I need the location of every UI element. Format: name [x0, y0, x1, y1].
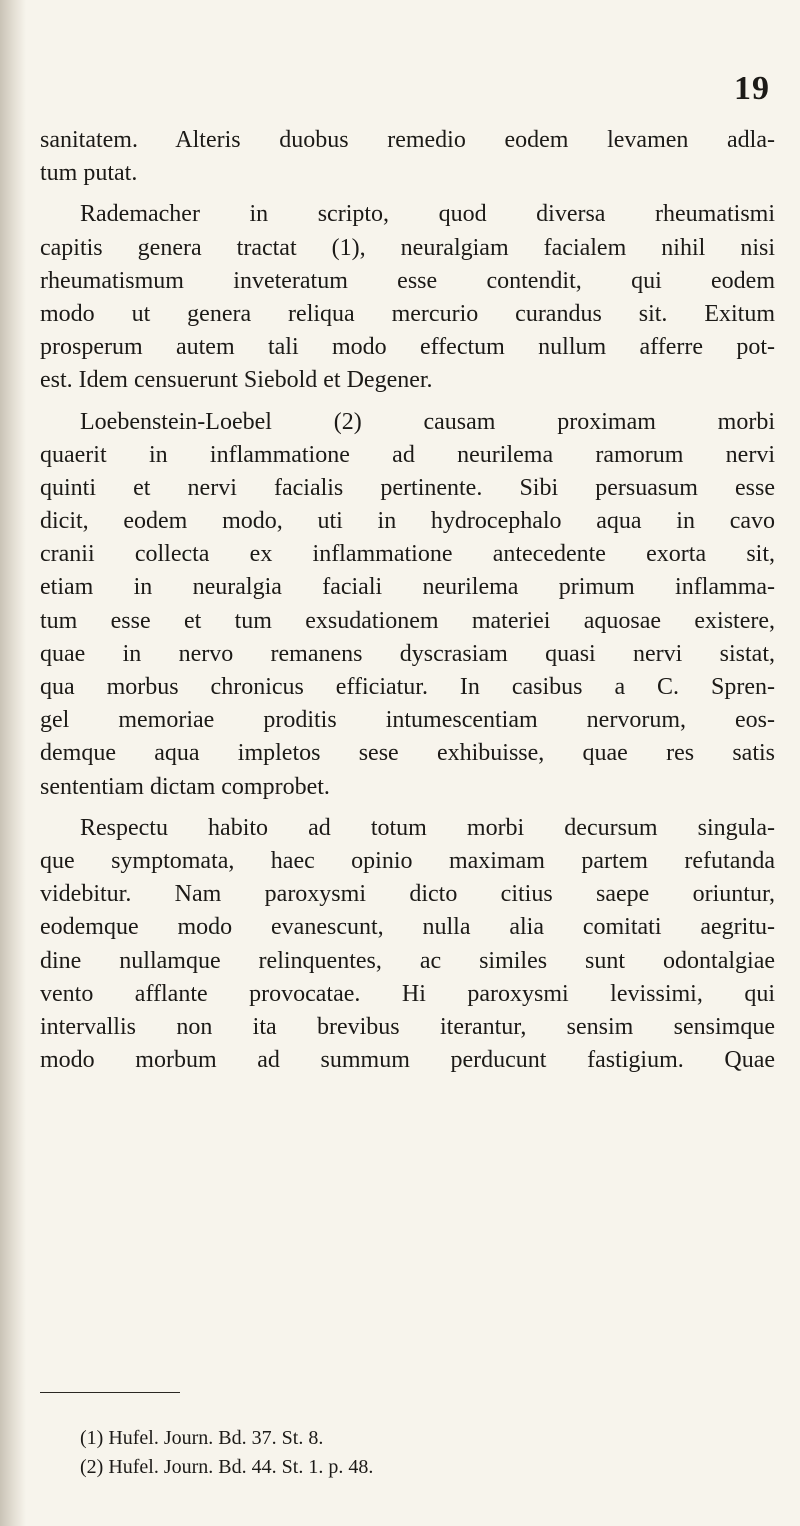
- text-line: Respectu habito ad totum morbi decursum singula-: [80, 814, 775, 841]
- text-line: tum putat.: [40, 160, 138, 187]
- text-line: Rademacher in scripto, quod diversa rheumatismi: [80, 201, 775, 228]
- text-line: eodemque modo evanescunt, nulla alia comitati aegritu-: [40, 914, 775, 941]
- text-line: rheumatismum inveteratum esse contendit, qui eodem: [40, 267, 775, 294]
- text-line: sententiam dictam comprobet.: [40, 773, 330, 800]
- text-line: tum esse et tum exsudationem materiei aquosae existere,: [40, 607, 775, 634]
- footnote-1: (1) Hufel. Journ. Bd. 37. St. 8.: [80, 1427, 324, 1449]
- text-line: prosperum autem tali modo effectum nullum afferre pot-: [40, 334, 775, 361]
- text-line: cranii collecta ex inflammatione antecedente exorta sit,: [40, 541, 775, 568]
- text-line: sanitatem. Alteris duobus remedio eodem levamen adla-: [40, 127, 775, 153]
- page-gutter-shadow: [0, 0, 26, 1526]
- text-line: demque aqua impletos sese exhibuisse, quae res satis: [40, 740, 775, 767]
- text-line: vento afflante provocatae. Hi paroxysmi levissimi, qui: [40, 980, 775, 1007]
- paragraph-2: [40, 198, 775, 397]
- text-line: que symptomata, haec opinio maximam partem refutanda: [40, 847, 775, 874]
- footnotes: [80, 1424, 720, 1482]
- footnote-2: (2) Hufel. Journ. Bd. 44. St. 1. p. 48.: [80, 1456, 374, 1478]
- paragraph-3: [40, 406, 775, 804]
- text-line: modo ut genera reliqua mercurio curandus sit. Exitum: [40, 300, 775, 327]
- text-line: modo morbum ad summum perducunt fastigium. Quae: [40, 1047, 775, 1074]
- paragraph-1: [40, 124, 775, 190]
- text-line: est. Idem censuerunt Siebold et Degener.: [40, 367, 433, 394]
- text-line: quaerit in inflammatione ad neurilema ramorum nervi: [40, 441, 775, 468]
- text-line: quae in nervo remanens dyscrasiam quasi nervi sistat,: [40, 640, 775, 667]
- text-line: videbitur. Nam paroxysmi dicto citius saepe oriuntur,: [40, 881, 775, 908]
- text-line: quinti et nervi facialis pertinente. Sibi persuasum esse: [40, 474, 775, 501]
- text-line: etiam in neuralgia faciali neurilema primum inflamma-: [40, 574, 775, 601]
- paragraph-4: [40, 812, 775, 1078]
- text-line: dicit, eodem modo, uti in hydrocephalo aqua in cavo: [40, 508, 775, 535]
- text-line: gel memoriae proditis intumescentiam nervorum, eos-: [40, 707, 775, 734]
- text-line: qua morbus chronicus efficiatur. In casibus a C. Spren-: [40, 674, 775, 700]
- page-number: 19: [734, 70, 770, 107]
- text-line: intervallis non ita brevibus iterantur, sensim sensimque: [40, 1013, 775, 1040]
- text-line: capitis genera tractat (1), neuralgiam facialem nihil nisi: [40, 234, 775, 261]
- text-line: Loebenstein-Loebel (2) causam proximam morbi: [80, 408, 775, 435]
- footnote-rule: [40, 1392, 180, 1393]
- body-text: [40, 124, 775, 1077]
- text-line: dine nullamque relinquentes, ac similes sunt odontalgiae: [40, 947, 775, 974]
